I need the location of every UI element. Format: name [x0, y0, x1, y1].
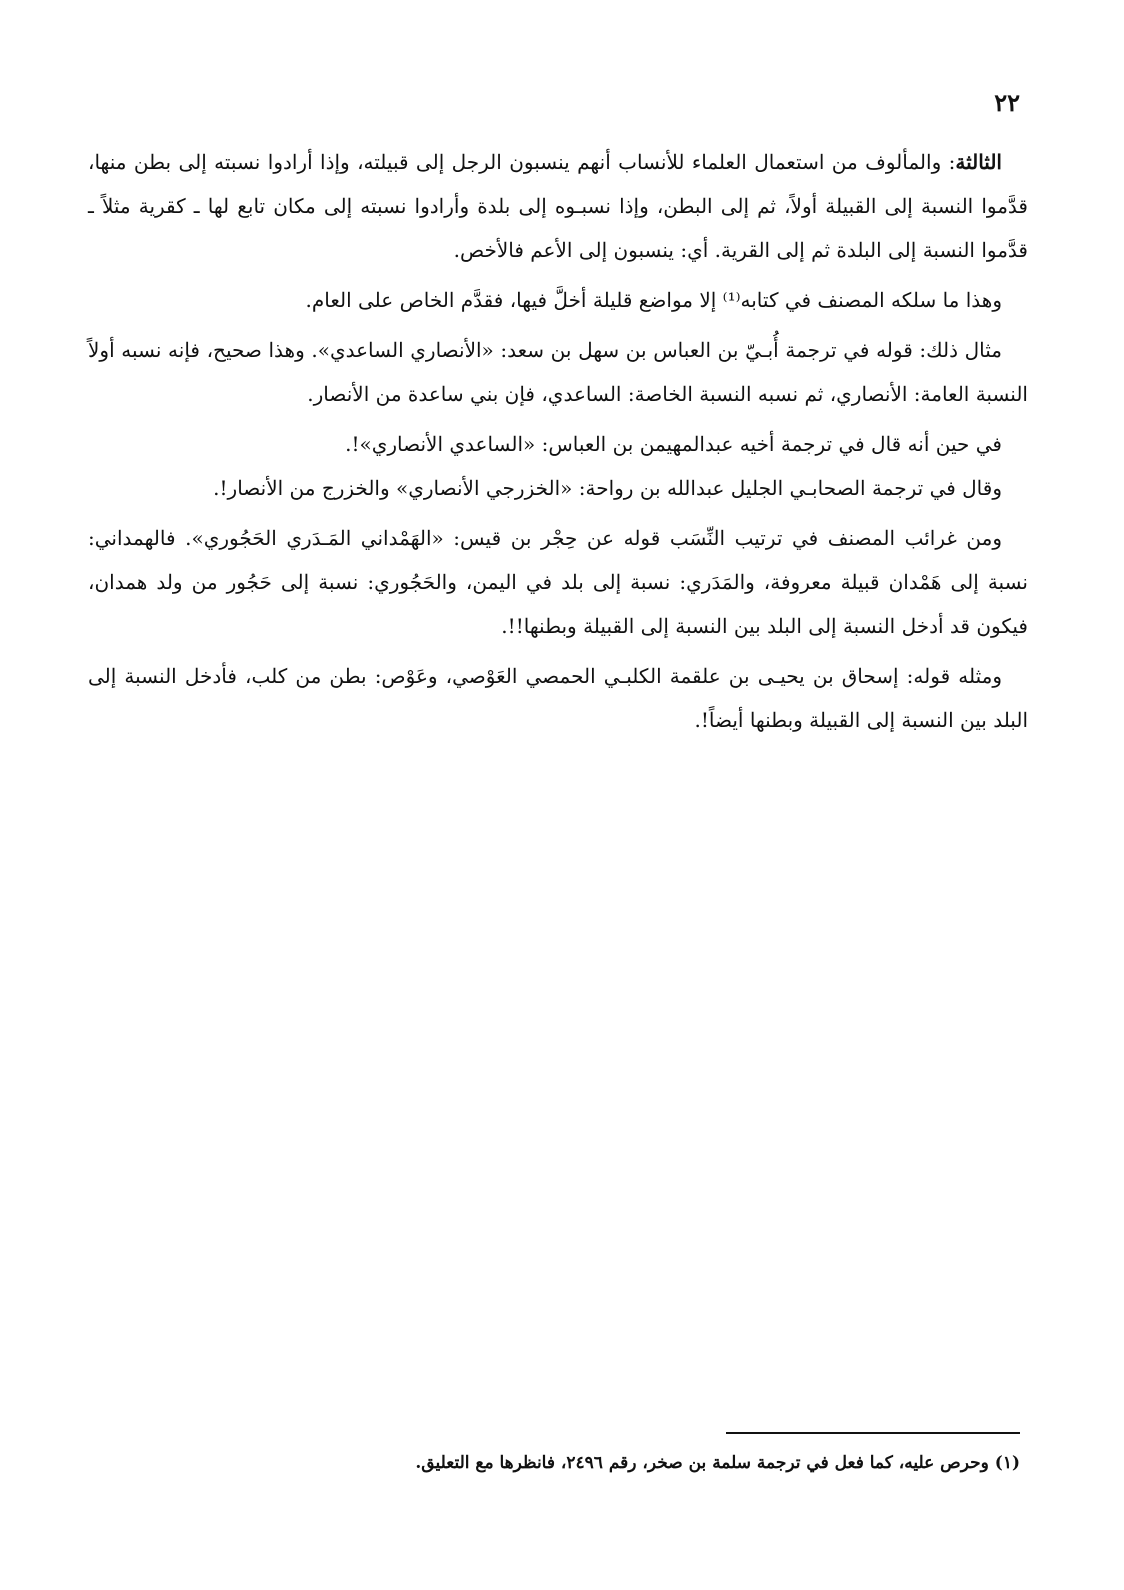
- paragraph-lead-word: الثالثة: [955, 150, 1002, 174]
- main-text: [88, 140, 1028, 748]
- paragraph-hujr-ibn-qays: [88, 516, 1028, 648]
- paragraph-text: : والمألوف من استعمال العلماء للأنساب أنهم ينسبون الرجل إلى قبيلته، وإذا أرادوا نسبته إلى بطن منها، قدَّموا النسبة إلى القبيلة أولاً، ثم إلى البطن، وإذا نسبـوه إلى بلدة وأرادوا نسبته إلى مكان تابع لها ـ كقرية مثلاً ـ قدَّموا النسبة إلى البلدة ثم إلى القرية. أي: ينسبون إلى الأعم فالأخص.: [88, 150, 1028, 262]
- paragraph-text: وهذا ما سلكه المصنف في كتابه⁽¹⁾ إلا مواضع قليلة أخلَّ فيها، فقدَّم الخاص على العام.: [305, 288, 1002, 312]
- paragraph-counter-example: [88, 422, 1028, 466]
- footnote-text: وحرص عليه، كما فعل في ترجمة سلمة بن صخر، رقم ٢٤٩٦، فانظرها مع التعليق.: [415, 1453, 989, 1473]
- paragraph-ibn-rawaha: [88, 466, 1028, 510]
- paragraph-ishaq-ibn-yahya: [88, 654, 1028, 742]
- paragraph-author-method: [88, 278, 1028, 322]
- paragraph-text: وقال في ترجمة الصحابـي الجليل عبدالله بن رواحة: «الخزرجي الأنصاري» والخزرج من الأنصار!.: [213, 476, 1002, 500]
- footnote: [88, 1448, 1020, 1478]
- paragraph-text: ومن غرائب المصنف في ترتيب النِّسَب قوله عن حِجْر بن قيس: «الهَمْداني المَـدَري الحَجُوري». فالهمداني: نسبة إلى هَمْدان قبيلة معروفة، والمَدَري: نسبة إلى بلد في اليمن، والحَجُوري: نسبة إلى حَجُور من ولد همدان، فيكون قد أدخل النسبة إلى البلد بين النسبة إلى القبيلة وبطنها!!.: [88, 526, 1028, 638]
- paragraph-text: مثال ذلك: قوله في ترجمة أُبـيّ بن العباس بن سهل بن سعد: «الأنصاري الساعدي». وهذا صحيح، فإنه نسبه أولاً النسبة العامة: الأنصاري، ثم نسبه النسبة الخاصة: الساعدي، فإن بني ساعدة من الأنصار.: [88, 338, 1028, 406]
- footnote-marker: (١): [994, 1453, 1020, 1473]
- paragraph-example: [88, 328, 1028, 416]
- page-number: ٢٢: [994, 88, 1020, 117]
- footnote-divider: [726, 1432, 1020, 1434]
- paragraph-text: في حين أنه قال في ترجمة أخيه عبدالمهيمن بن العباس: «الساعدي الأنصاري»!.: [345, 432, 1002, 456]
- paragraph-third-point: [88, 140, 1028, 272]
- paragraph-text: ومثله قوله: إسحاق بن يحيـى بن علقمة الكلبـي الحمصي العَوْصي، وعَوْص: بطن من كلب، فأدخل النسبة إلى البلد بين النسبة إلى القبيلة وبطنها أيضاً!.: [88, 664, 1028, 732]
